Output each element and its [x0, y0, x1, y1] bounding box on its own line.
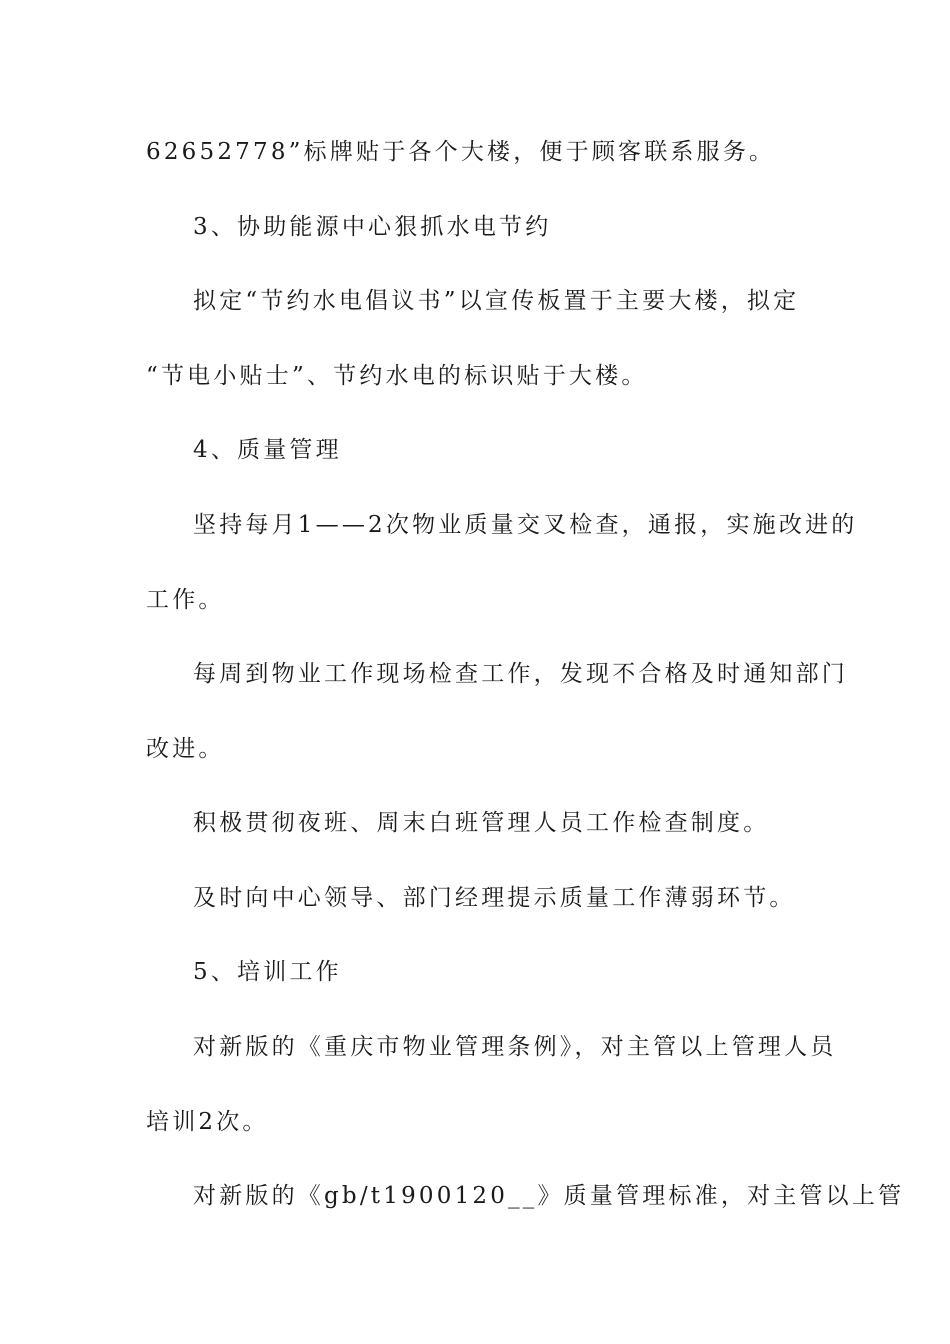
paragraph-line: 对新版的《gb/t1900120__》质量管理标准，对主管以上管: [193, 1183, 905, 1209]
paragraph-line: “节电小贴士”、节约水电的标识贴于大楼。: [146, 363, 648, 389]
section-heading: 3、协助能源中心狠抓水电节约: [193, 214, 552, 240]
paragraph-line: 培训2次。: [146, 1109, 269, 1135]
paragraph-line: 每周到物业工作现场检查工作，发现不合格及时通知部门: [193, 661, 848, 687]
paragraph-line: 改进。: [146, 736, 225, 762]
paragraph-line: 及时向中心领导、部门经理提示质量工作薄弱环节。: [193, 885, 796, 911]
section-heading: 4、质量管理: [193, 437, 342, 463]
paragraph-line: 对新版的《重庆市物业管理条例》，对主管以上管理人员: [193, 1034, 837, 1060]
paragraph-line: 62652778”标牌贴于各个大楼，便于顾客联系服务。: [146, 139, 776, 165]
paragraph-line: 积极贯彻夜班、周末白班管理人员工作检查制度。: [193, 810, 770, 836]
paragraph-line: 坚持每月1——2次物业质量交叉检查，通报，实施改进的: [193, 512, 858, 538]
paragraph-line: 工作。: [146, 587, 225, 613]
section-heading: 5、培训工作: [193, 959, 342, 985]
paragraph-line: 拟定“节约水电倡议书”以宣传板置于主要大楼，拟定: [193, 288, 800, 314]
